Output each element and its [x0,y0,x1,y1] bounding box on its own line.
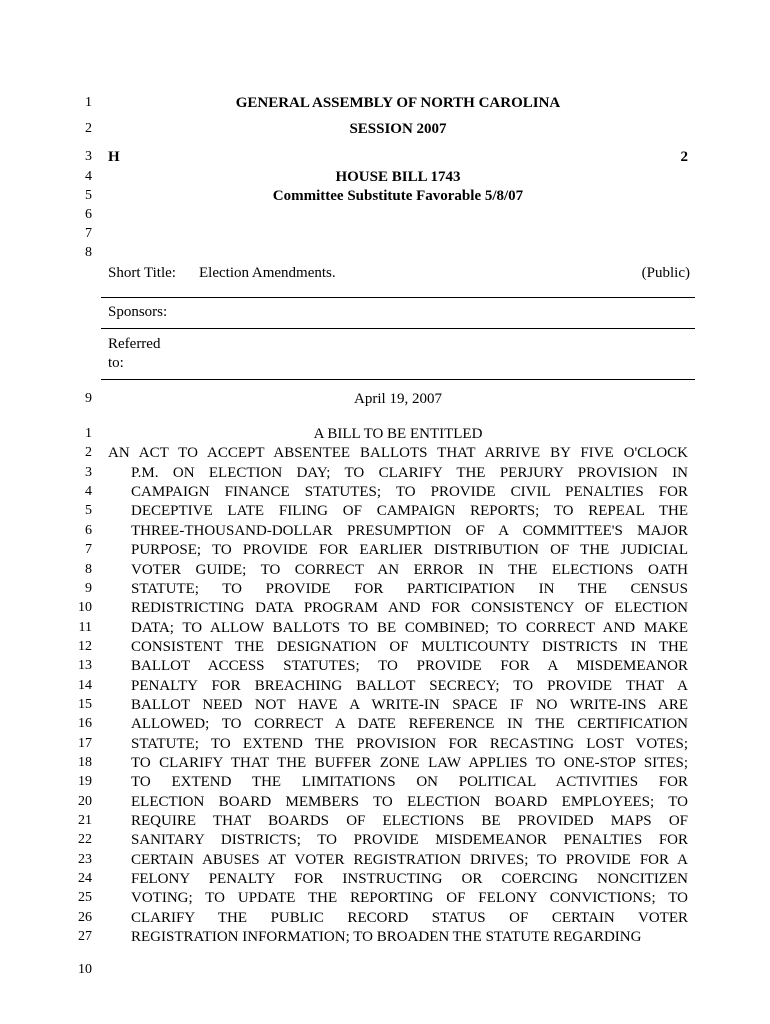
bill-entitled: A BILL TO BE ENTITLED [313,426,483,442]
cover-line-number: 9 [85,391,92,406]
body-line-number: 1 [85,426,92,441]
body-line-number: 10 [78,600,92,616]
bill-title-line: CAMPAIGN FINANCE STATUTES; TO PROVIDE CIVIL PENALTIES FOR [131,484,688,501]
bill-title-line: ALLOWED; TO CORRECT A DATE REFERENCE IN THE CERTIFICATION [131,716,688,733]
cover-line-number: 1 [85,95,92,110]
bill-title-line: SANITARY DISTRICTS; TO PROVIDE MISDEMEANOR PENALTIES FOR [131,832,688,849]
assembly-title: GENERAL ASSEMBLY OF NORTH CAROLINA [235,95,561,111]
body-line-number: 12 [78,638,92,654]
bill-title-line: THREE-THOUSAND-DOLLAR PRESUMPTION OF A COMMITTEE'S MAJOR [131,522,688,539]
body-line-number: 8 [85,561,92,577]
body-line-number: 9 [85,580,92,596]
body-line-number: 13 [78,658,92,674]
bill-title-line: REQUIRE THAT BOARDS OF ELECTIONS BE PROVIDED MAPS OF [131,813,688,829]
cover-line-number: 7 [85,226,92,241]
bill-title-line: VOTER GUIDE; TO CORRECT AN ERROR IN THE ELECTIONS OATH [131,561,688,578]
bill-title-line: CONSISTENT THE DESIGNATION OF MULTICOUNTY DISTRICTS IN THE [131,638,688,655]
bill-title-line: BALLOT NEED NOT HAVE A WRITE-IN SPACE IF NO WRITE-INS ARE [131,696,688,713]
bill-title-line: CLARIFY THE PUBLIC RECORD STATUS OF CERTAIN VOTER [131,909,688,926]
bill-title-line: DECEPTIVE LATE FILING OF CAMPAIGN REPORTS; TO REPEAL THE [131,503,688,520]
page-number: 10 [78,962,92,977]
bill-title-line: VOTING; TO UPDATE THE REPORTING OF FELONY CONVICTIONS; TO [131,890,688,907]
short-title-label: Short Title: [108,265,176,281]
body-line-number: 11 [78,619,92,635]
body-line-number: 20 [78,793,92,809]
body-line-number: 26 [78,909,92,925]
cover-line-number: 5 [85,188,92,203]
body-line-number: 5 [85,503,92,519]
committee-substitute: Committee Substitute Favorable 5/8/07 [272,188,524,204]
body-line-number: 17 [78,735,92,751]
bill-title-line: BALLOT ACCESS STATUTES; TO PROVIDE FOR A MISDEMEANOR [131,658,688,675]
cover-line-number: 2 [85,121,92,136]
body-line-number: 4 [85,484,92,500]
cover-line-number: 6 [85,207,92,222]
public-label: (Public) [641,265,690,281]
referred-label: Referred [108,336,161,352]
body-line-number: 22 [78,832,92,848]
introduction-date: April 19, 2007 [354,391,442,407]
bill-title-line: STATUTE; TO PROVIDE FOR PARTICIPATION IN THE CENSUS [131,580,688,597]
body-line-number: 16 [78,716,92,732]
bill-title-line: ELECTION BOARD MEMBERS TO ELECTION BOARD EMPLOYEES; TO [131,793,688,810]
body-line-number: 21 [78,813,92,828]
short-title: Election Amendments. [199,265,336,281]
bill-title-line: FELONY PENALTY FOR INSTRUCTING OR COERCING NONCITIZEN [131,871,688,887]
session-title: SESSION 2007 [349,121,447,137]
body-line-number: 27 [78,929,92,945]
version-number: 2 [680,149,688,165]
body-line-number: 2 [85,445,92,461]
cover-line-number: 8 [85,245,92,260]
divider [101,297,695,298]
body-line-number: 23 [78,851,92,867]
divider [101,379,695,380]
body-line-number: 14 [78,677,92,693]
cover-line-number: 3 [85,149,92,164]
body-line-number: 15 [78,696,92,712]
bill-title-line: STATUTE; TO EXTEND THE PROVISION FOR RECASTING LOST VOTES; [131,735,688,752]
bill-title-line: P.M. ON ELECTION DAY; TO CLARIFY THE PERJURY PROVISION IN [131,464,688,481]
body-line-number: 19 [78,774,92,790]
body-line-number: 6 [85,522,92,538]
bill-title-line: TO CLARIFY THAT THE BUFFER ZONE LAW APPLIES TO ONE-STOP SITES; [131,755,688,771]
body-line-number: 7 [85,542,92,558]
bill-title-line: PURPOSE; TO PROVIDE FOR EARLIER DISTRIBUTION OF THE JUDICIAL [131,542,688,559]
bill-number: HOUSE BILL 1743 [335,169,461,185]
body-line-number: 3 [85,464,92,480]
bill-title-line: DATA; TO ALLOW BALLOTS TO BE COMBINED; TO CORRECT AND MAKE [131,619,688,636]
body-line-number: 25 [78,890,92,906]
body-line-number: 18 [78,755,92,770]
bill-title-line: REDISTRICTING DATA PROGRAM AND FOR CONSISTENCY OF ELECTION [131,600,688,617]
divider [101,328,695,329]
sponsors-label: Sponsors: [108,304,168,320]
bill-title-line: REGISTRATION INFORMATION; TO BROADEN THE STATUTE REGARDING [131,929,642,946]
bill-title-line: CERTAIN ABUSES AT VOTER REGISTRATION DRIVES; TO PROVIDE FOR A [131,851,688,868]
cover-line-number: 4 [85,169,92,184]
bill-title-line: PENALTY FOR BREACHING BALLOT SECRECY; TO PROVIDE THAT A [131,677,688,694]
bill-title-line: TO EXTEND THE LIMITATIONS ON POLITICAL ACTIVITIES FOR [131,774,688,791]
chamber-letter: H [108,149,120,165]
bill-title-line: AN ACT TO ACCEPT ABSENTEE BALLOTS THAT ARRIVE BY FIVE O'CLOCK [108,445,688,462]
body-line-number: 24 [78,871,92,886]
referred-label-to: to: [108,355,124,371]
